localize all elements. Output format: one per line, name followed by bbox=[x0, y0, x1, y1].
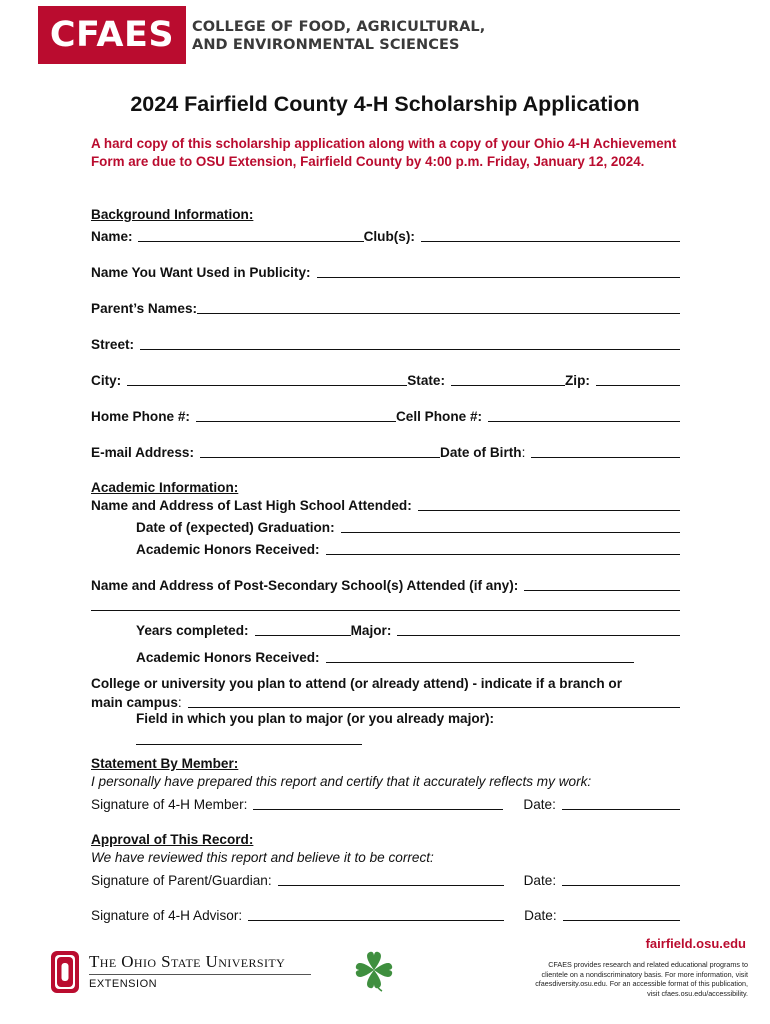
college-plan-colon: : bbox=[177, 695, 182, 710]
cell-phone-field[interactable] bbox=[488, 408, 680, 422]
page-title: 2024 Fairfield County 4-H Scholarship Application bbox=[130, 92, 640, 116]
email-dob-row bbox=[91, 444, 680, 460]
academic-heading: Academic Information: bbox=[91, 480, 239, 495]
member-signature-row bbox=[91, 796, 680, 812]
cfaes-logo bbox=[38, 6, 186, 64]
post-secondary-field-2[interactable] bbox=[91, 597, 680, 611]
parents-row bbox=[91, 300, 680, 316]
field-answer[interactable] bbox=[136, 731, 362, 745]
college-plan-label: College or university you plan to attend (or already attend) - indicate if a branch or bbox=[91, 676, 622, 691]
state-label: State: bbox=[407, 373, 445, 388]
dob-field[interactable] bbox=[531, 444, 680, 458]
email-label: E-mail Address: bbox=[91, 445, 194, 460]
clubs-field[interactable] bbox=[421, 228, 680, 242]
years-label: Years completed: bbox=[136, 623, 249, 638]
college-plan-field[interactable] bbox=[188, 694, 680, 708]
statement-text: I personally have prepared this report and certify that it accurately reflects my work: bbox=[91, 774, 592, 789]
college-line-1: COLLEGE OF FOOD, AGRICULTURAL, bbox=[192, 19, 486, 35]
member-signature-field[interactable] bbox=[253, 796, 503, 810]
street-field[interactable] bbox=[140, 336, 680, 350]
post-secondary-label: Name and Address of Post-Secondary School(s) Attended (if any): bbox=[91, 578, 519, 593]
field-label: Field in which you plan to major (or you already major): bbox=[136, 711, 495, 726]
advisor-signature-row bbox=[91, 907, 680, 923]
statement-heading: Statement By Member: bbox=[91, 756, 239, 771]
state-field[interactable] bbox=[451, 372, 565, 386]
parent-date-label: Date: bbox=[523, 873, 557, 888]
ps-honors-field[interactable] bbox=[326, 649, 634, 663]
name-field[interactable] bbox=[138, 228, 364, 242]
hs-honors-field[interactable] bbox=[326, 541, 680, 555]
email-field[interactable] bbox=[200, 444, 440, 458]
years-major-row bbox=[136, 622, 680, 638]
zip-field[interactable] bbox=[596, 372, 680, 386]
cell-phone-label: Cell Phone #: bbox=[395, 409, 483, 424]
last-hs-row bbox=[91, 497, 680, 513]
parents-field[interactable] bbox=[197, 300, 680, 314]
zip-label: Zip: bbox=[565, 373, 590, 388]
last-hs-field[interactable] bbox=[418, 497, 680, 511]
4h-clover-icon bbox=[354, 950, 394, 992]
field-row bbox=[136, 711, 494, 726]
college-name bbox=[192, 18, 485, 54]
background-heading: Background Information: bbox=[91, 207, 254, 222]
street-row bbox=[91, 336, 680, 352]
city-label: City: bbox=[91, 373, 122, 388]
name-label: Name: bbox=[91, 229, 133, 244]
advisor-signature-label: Signature of 4-H Advisor: bbox=[91, 908, 243, 923]
home-phone-label: Home Phone #: bbox=[91, 409, 190, 424]
osu-block-o-icon bbox=[50, 950, 80, 994]
parents-label: Parent’s Names: bbox=[91, 301, 198, 316]
phone-row bbox=[91, 408, 680, 424]
publicity-label: Name You Want Used in Publicity: bbox=[91, 265, 311, 280]
home-phone-field[interactable] bbox=[196, 408, 396, 422]
logo-text: CFAES bbox=[49, 15, 175, 55]
hs-honors-label: Academic Honors Received: bbox=[136, 542, 320, 557]
street-label: Street: bbox=[91, 337, 135, 352]
city-field[interactable] bbox=[127, 372, 407, 386]
dob-label: Date of Birth bbox=[440, 445, 522, 460]
parent-signature-row bbox=[91, 872, 680, 888]
years-field[interactable] bbox=[255, 622, 351, 636]
publicity-field[interactable] bbox=[317, 264, 680, 278]
grad-date-label: Date of (expected) Graduation: bbox=[136, 520, 335, 535]
ps-honors-row bbox=[136, 649, 634, 665]
college-plan-line-2 bbox=[91, 694, 680, 710]
post-secondary-field[interactable] bbox=[524, 577, 680, 591]
ps-honors-label: Academic Honors Received: bbox=[136, 650, 320, 665]
grad-date-field[interactable] bbox=[341, 519, 680, 533]
name-clubs-row bbox=[91, 228, 680, 244]
approval-text: We have reviewed this report and believe it to be correct: bbox=[91, 850, 434, 865]
osu-divider bbox=[89, 974, 311, 975]
osu-extension: EXTENSION bbox=[89, 978, 158, 990]
member-date-field[interactable] bbox=[562, 796, 680, 810]
college-plan-line-1 bbox=[91, 676, 622, 691]
grad-date-row bbox=[136, 519, 680, 535]
advisor-date-field[interactable] bbox=[563, 907, 680, 921]
parent-date-field[interactable] bbox=[562, 872, 680, 886]
website-link[interactable]: fairfield.osu.edu bbox=[645, 936, 746, 951]
college-plan-label-2: main campus bbox=[91, 695, 178, 710]
major-label: Major: bbox=[350, 623, 392, 638]
advisor-date-label: Date: bbox=[524, 908, 557, 923]
advisor-signature-field[interactable] bbox=[248, 907, 504, 921]
nondiscrimination-statement: CFAES provides research and related educational programs to clientele on a nondiscriminatory basis. For more information, visit cfaesdiversity.osu.edu. For an accessible format of this publication, visit cfaes.osu.edu/accessibility. bbox=[535, 960, 748, 998]
college-line-2: AND ENVIRONMENTAL SCIENCES bbox=[192, 37, 460, 53]
osu-name: The Ohio State University bbox=[89, 952, 286, 971]
post-secondary-row bbox=[91, 577, 680, 593]
deadline-notice: A hard copy of this scholarship application along with a copy of your Ohio 4-H Achievement Form are due to OSU Extension, Fairfield County by 4:00 p.m. Friday, January 12, 2024. bbox=[91, 136, 677, 169]
hs-honors-row bbox=[136, 541, 680, 557]
publicity-row bbox=[91, 264, 680, 280]
member-signature-label: Signature of 4-H Member: bbox=[91, 797, 248, 812]
parent-signature-field[interactable] bbox=[278, 872, 504, 886]
approval-heading: Approval of This Record: bbox=[91, 832, 254, 847]
clubs-label: Club(s): bbox=[363, 229, 415, 244]
dob-colon: : bbox=[521, 445, 526, 460]
last-hs-label: Name and Address of Last High School Attended: bbox=[91, 498, 412, 513]
parent-signature-label: Signature of Parent/Guardian: bbox=[91, 873, 272, 888]
member-date-label: Date: bbox=[523, 797, 556, 812]
city-state-zip-row bbox=[91, 372, 680, 388]
major-field[interactable] bbox=[397, 622, 680, 636]
